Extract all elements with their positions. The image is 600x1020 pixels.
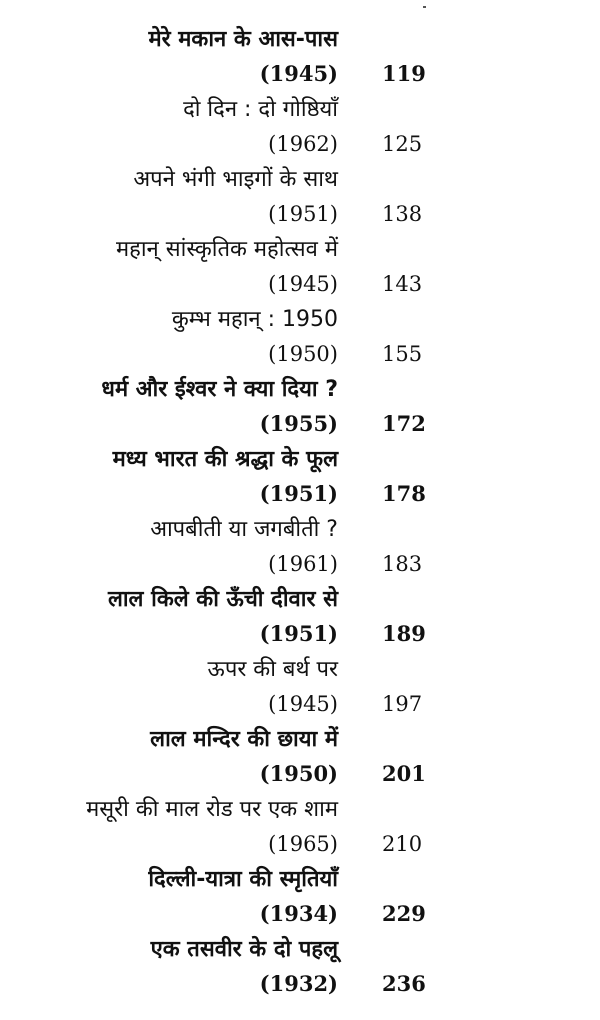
entry-title: आपबीती या जगबीती ? — [150, 517, 338, 542]
toc-entry — [0, 96, 600, 166]
entry-page-number: 229 — [382, 901, 426, 926]
toc-entry — [0, 376, 600, 446]
toc-entry — [0, 166, 600, 236]
entry-year: (1950) — [268, 342, 338, 366]
toc-entry — [0, 796, 600, 866]
entry-page-number: 155 — [382, 342, 423, 366]
entry-year: (1951) — [259, 481, 338, 506]
entry-title: दो दिन : दो गोष्ठियाँ — [183, 97, 338, 122]
toc-entry — [0, 236, 600, 306]
toc-entry — [0, 306, 600, 376]
entry-page-number: 125 — [382, 132, 423, 156]
entry-page-number: 138 — [382, 202, 423, 226]
toc-entry — [0, 936, 600, 1006]
entry-page-number: 178 — [382, 481, 426, 506]
toc-entry — [0, 866, 600, 936]
entry-title: मध्य भारत की श्रद्धा के फूल — [112, 447, 338, 472]
entry-title: दिल्ली-यात्रा की स्मृतियाँ — [148, 867, 338, 892]
entry-page-number: 172 — [382, 411, 426, 436]
entry-year: (1945) — [268, 692, 338, 716]
entry-year: (1962) — [268, 132, 338, 156]
entry-title: एक तसवीर के दो पहलू — [150, 937, 338, 962]
entry-title: लाल मन्दिर की छाया में — [150, 727, 338, 752]
entry-year: (1965) — [268, 832, 338, 856]
entry-title: अपने भंगी भाइगों के साथ — [133, 167, 338, 192]
entry-page-number: 189 — [382, 621, 426, 646]
entry-title: मसूरी की माल रोड पर एक शाम — [86, 797, 338, 822]
entry-year: (1951) — [259, 621, 338, 646]
entry-page-number: 210 — [382, 832, 423, 856]
entry-title: धर्म और ईश्वर ने क्या दिया ? — [101, 377, 338, 402]
entry-page-number: 236 — [382, 971, 426, 996]
toc-entry — [0, 726, 600, 796]
toc-entry — [0, 516, 600, 586]
toc-entry — [0, 656, 600, 726]
entry-page-number: 119 — [382, 61, 426, 86]
entry-year: (1961) — [268, 552, 338, 576]
entry-title: लाल किले की ऊँची दीवार से — [107, 587, 338, 612]
entry-year: (1950) — [259, 761, 338, 786]
entry-year: (1951) — [268, 202, 338, 226]
entry-year: (1955) — [259, 411, 338, 436]
entry-title: ऊपर की बर्थ पर — [207, 657, 338, 682]
entry-page-number: 197 — [382, 692, 423, 716]
entry-year: (1945) — [268, 272, 338, 296]
entry-year: (1932) — [259, 971, 338, 996]
entry-title: कुम्भ महान् : 1950 — [171, 307, 338, 332]
entry-page-number: 183 — [382, 552, 423, 576]
entry-year: (1945) — [259, 61, 338, 86]
toc-entry — [0, 26, 600, 96]
toc-entry — [0, 446, 600, 516]
entry-title: मेरे मकान के आस-पास — [148, 27, 338, 52]
entry-year: (1934) — [259, 901, 338, 926]
print-speck — [423, 6, 426, 8]
entry-page-number: 143 — [382, 272, 423, 296]
entry-page-number: 201 — [382, 761, 426, 786]
toc-entry — [0, 586, 600, 656]
entry-title: महान् सांस्कृतिक महोत्सव में — [116, 237, 338, 262]
